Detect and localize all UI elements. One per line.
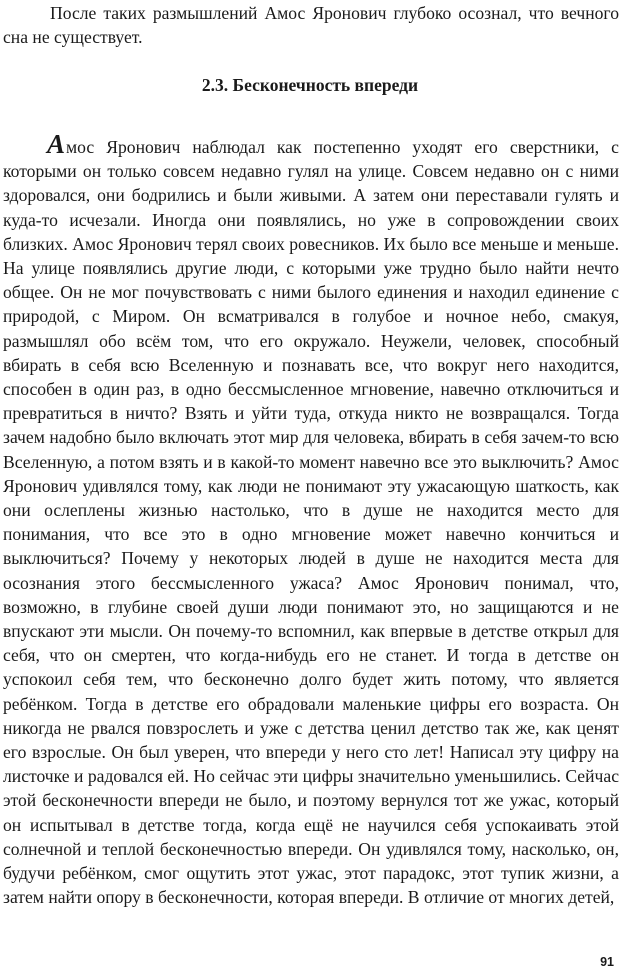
page-number: 91 — [600, 955, 614, 969]
intro-paragraph: После таких размышлений Амос Яронович глубоко осознал, что вечного сна не существует. — [3, 3, 619, 48]
section-heading: 2.3. Бесконечность впереди — [201, 75, 419, 95]
main-paragraph-text: мос Яронович наблюдал как постепенно уходят его сверстники, с которыми он только совсем недавно гулял на улице. Совсем недавно он с ними здоровался, они бодрились и были живыми. А затем они переставали гулять и куда-то исчезали. Иногда они появлялись, но уже в сопровождении своих близких. Амос Яронович терял своих ровесников. Их было все меньше и меньше. На улице появлялись другие люди, с которыми уже трудно было найти нечто общее. Он не мог почувствовать с ними былого единения и находил единение с природой, с Миром. Он всматривался в голубое и ночное небо, смакуя, размышлял обо всём том, что его окружало. Неужели, человек, способный вбирать в себя всю Вселенную и познавать все, что вокруг него находится, способен в один раз, в одно бессмысленное мгновение, навечно отключиться и превратиться в ничто? Взять и уйти туда, откуда никто не возвращался. Тогда зачем надобно было включать этот мир для человека, вбирать в себя зачем-то всю Вселенную, а потом взять и в какой-то момент навечно все это выключить? Амос Яронович удивлялся тому, как люди не понимают эту ужасающую шаткость, как они ослеплены жизнью настолько, что в душе не находится место для понимания, что все это в одно мгновение может навечно кончиться и выключиться? Почему у некоторых людей в душе не находится места для осознания этого бессмысленного ужаса? Амос Яронович понимал, что, возможно, в глубине своей души люди понимают это, но защищаются и не впускают эти мысли. Он почему-то вспомнил, как впервые в детстве открыл для себя, что он смертен, что когда-нибудь его не станет. И тогда в детстве он успокоил себя тем, что бесконечно долго будет жить потому, что является ребёнком. Тогда в детстве его обрадовали маленькие цифры его возраста. Он никогда не рвался повзрослеть и уже с детства ценил детство так же, как ценят его взрослые. Он был уверен, что впереди у него сто лет! Написал эту цифру на листочке и радовался ей. Но сейчас эти цифры значительно уменьшились. Сейчас этой бесконечности впереди не было, и поэтому вернулся тот же ужас, который он испытывал в детстве тогда, когда ещё не научился себя успокаивать этой солнечной и теплой бесконечностью впереди. Он удивлялся тому, насколько, он, будучи ребёнком, смог ощутить этот ужас, этот парадокс, этот тупик жизни, а затем найти опору в бесконечности, которая впереди. В отличие от многих детей, — [3, 137, 619, 908]
drop-cap-letter: А — [47, 129, 66, 159]
main-paragraph — [3, 131, 619, 910]
